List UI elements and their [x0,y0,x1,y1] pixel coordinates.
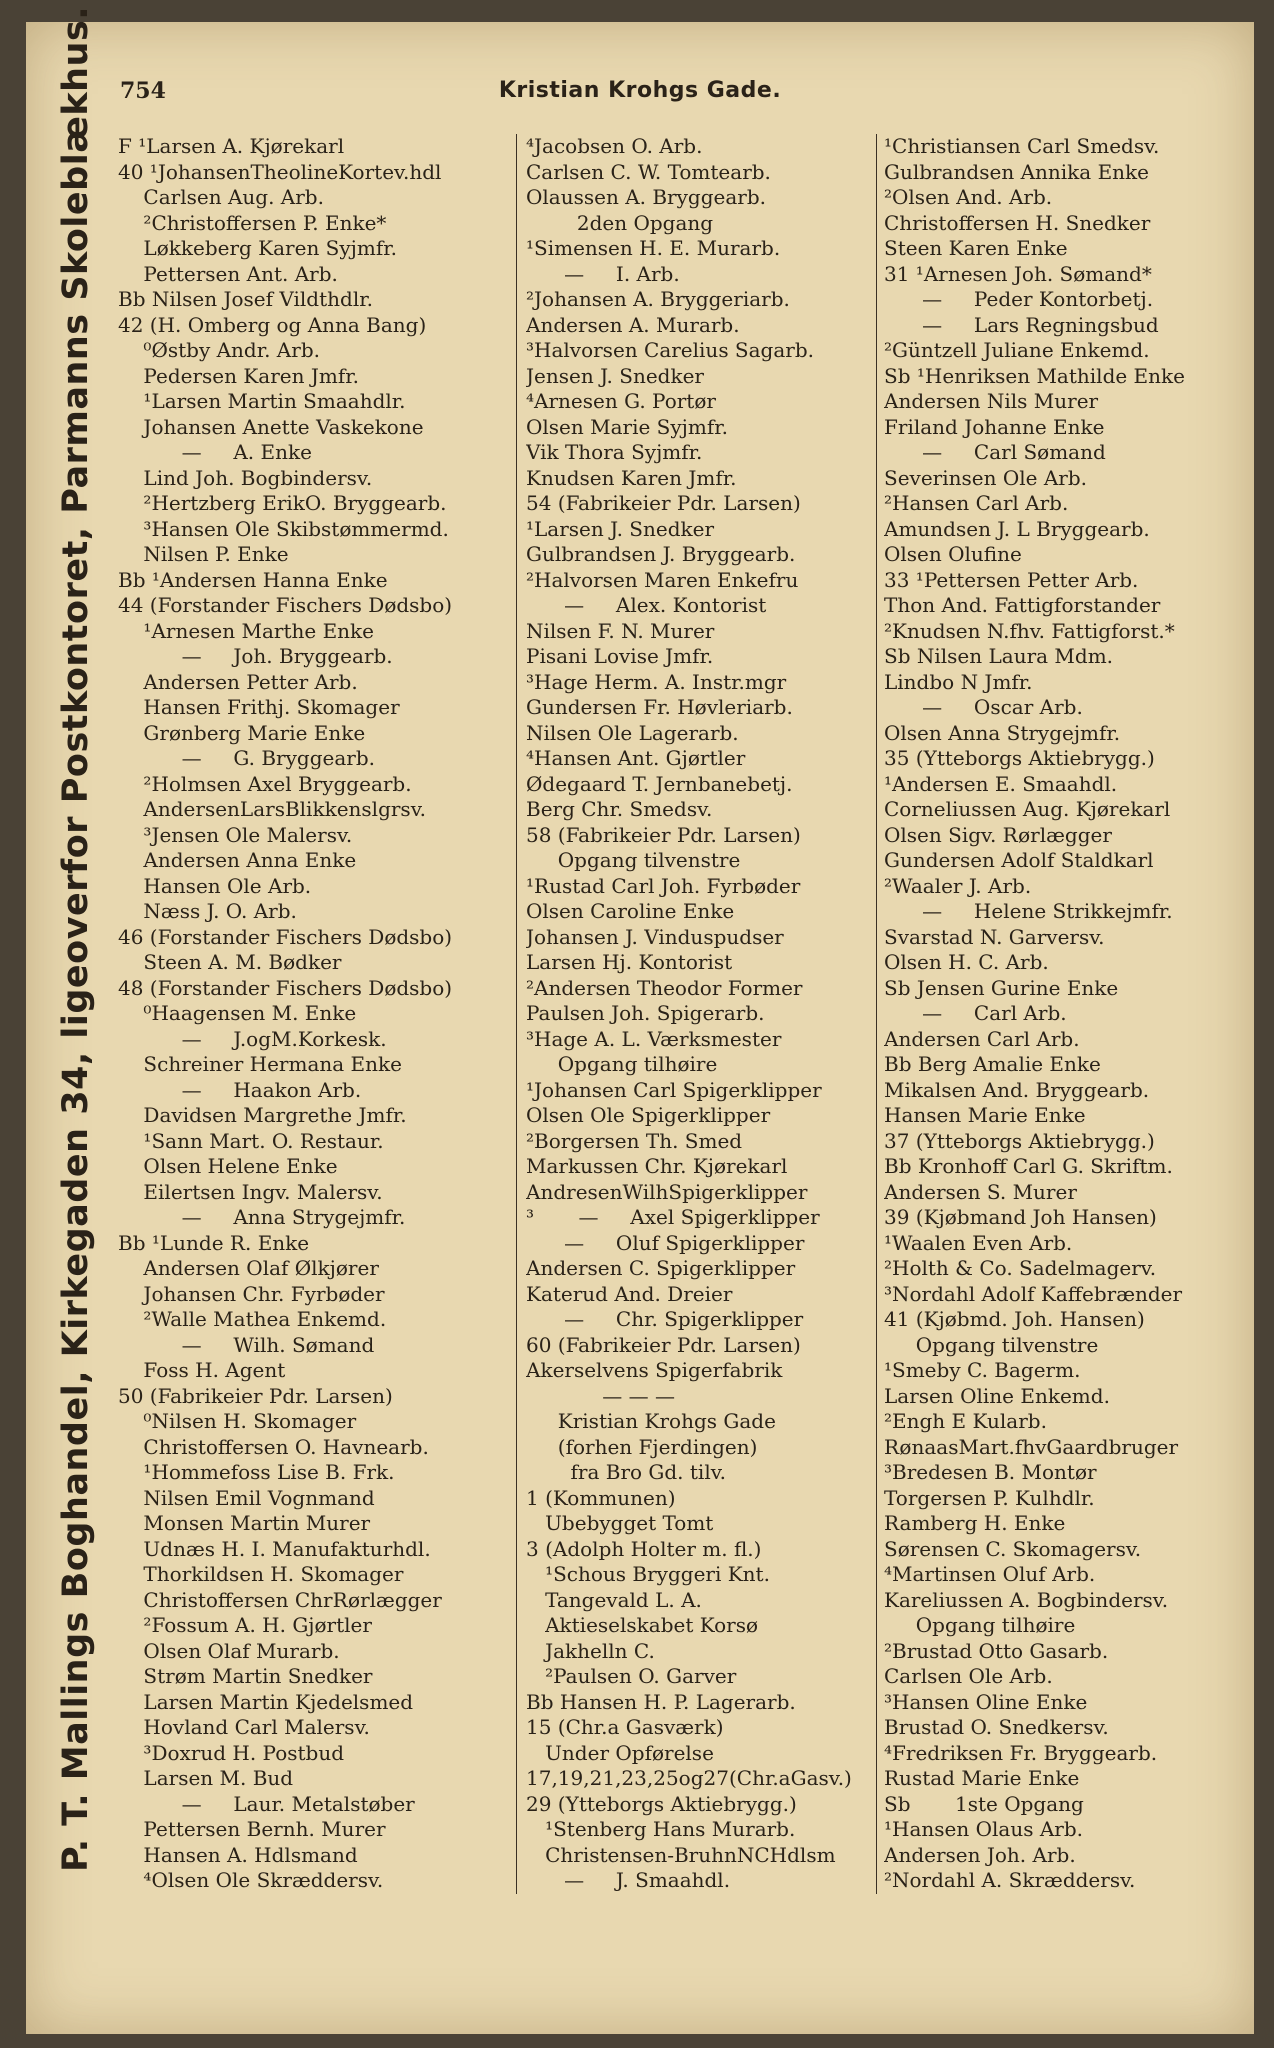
directory-entry: 37 (Ytteborgs Aktiebrygg.) [884,1128,1155,1153]
directory-entry: Næss J. O. Arb. [118,899,297,923]
directory-entry: ¹Andersen E. Smaahdl. [884,771,1118,796]
directory-entry: ²Johansen A. Bryggeriarb. [526,287,790,311]
column-rule [516,134,517,1894]
directory-entry: 58 (Fabrikeier Pdr. Larsen) [526,822,801,847]
directory-entry: 54 (Fabrikeier Pdr. Larsen) [526,491,801,515]
directory-entry: ²Olsen And. Arb. [884,185,1053,209]
directory-entry: Sb Jensen Gurine Enke [884,975,1119,1000]
directory-entry: ²Hertzberg ErikO. Bryggearb. [118,491,447,515]
directory-entry: Corneliussen Aug. Kjørekarl [884,797,1171,821]
directory-entry: Knudsen Karen Jmfr. [526,465,737,490]
directory-entry: Lindbo N Jmfr. [884,669,1033,694]
directory-entry: ²Borgersen Th. Smed [526,1128,743,1153]
directory-entry: Larsen Martin Kjedelsmed [118,1689,414,1714]
directory-entry: Sb 1ste Opgang [884,1791,1084,1816]
directory-entry: Gulbrandsen Annika Enke [884,159,1149,184]
directory-entry: Markussen Chr. Kjørekarl [526,1154,788,1178]
directory-entry: Bb Nilsen Josef Vildthdlr. [118,287,373,311]
directory-entry: Opgang tilvenstre [526,848,741,872]
directory-entry: Hansen Marie Enke [884,1103,1086,1127]
directory-entry: ¹Smeby C. Bagerm. [884,1358,1081,1382]
directory-entry: ⁴Jacobsen O. Arb. [526,134,703,158]
directory-entry: Aktieselskabet Korsø [526,1613,759,1637]
directory-entry: ⁴Hansen Ant. Gjørtler [526,746,746,770]
directory-entry: Hansen Frithj. Skomager [118,695,400,719]
directory-entry: Ramberg H. Enke [884,1511,1066,1535]
directory-entry: Bb Hansen H. P. Lagerarb. [526,1689,796,1714]
directory-entry: — Carl Sømand [884,440,1106,464]
directory-entry: Olsen H. C. Arb. [884,950,1049,974]
directory-entry: Larsen Oline Enkemd. [884,1383,1110,1408]
directory-entry: Andersen Joh. Arb. [884,1842,1076,1867]
directory-entry: — Joh. Bryggearb. [118,644,393,668]
directory-entry: ²Güntzell Juliane Enkemd. [884,338,1150,362]
directory-column-1 [118,134,506,1894]
directory-entry: Olsen Olufine [884,542,1022,566]
directory-entry: Strøm Martin Snedker [118,1664,373,1688]
directory-entry: Bb ¹Andersen Hanna Enke [118,567,388,592]
directory-entry: (forhen Fjerdingen) [526,1434,758,1459]
directory-entry: Nilsen Ole Lagerarb. [526,720,739,745]
directory-entry: Andersen C. Spigerklipper [526,1256,796,1280]
directory-entry: Andersen A. Murarb. [526,312,740,337]
directory-entry: ²Holmsen Axel Bryggearb. [118,771,412,796]
directory-entry: Pisani Lovise Jmfr. [526,644,714,668]
directory-entry: ²Halvorsen Maren Enkefru [526,567,799,592]
directory-entry: Jensen J. Snedker [526,363,704,388]
directory-entry: Christoffersen H. Snedker [884,210,1151,235]
directory-column-3 [884,134,1244,1894]
directory-entry: Paulsen Joh. Spigerarb. [526,1001,765,1025]
directory-entry: 50 (Fabrikeier Pdr. Larsen) [118,1383,393,1408]
directory-entry: Sb ¹Henriksen Mathilde Enke [884,363,1185,388]
directory-entry: ²Paulsen O. Garver [526,1664,737,1688]
directory-entry: ¹Simensen H. E. Murarb. [526,236,781,260]
directory-entry: ¹Arnesen Marthe Enke [118,618,375,643]
directory-entry: Gundersen Fr. Høvleriarb. [526,695,793,719]
directory-entry: Ødegaard T. Jernbanebetj. [526,771,793,796]
directory-entry: — Laur. Metalstøber [118,1791,415,1816]
directory-entry: — Anna Strygejmfr. [118,1205,406,1229]
directory-entry: — I. Arb. [526,261,680,286]
directory-entry: 15 (Chr.a Gasværk) [526,1715,724,1739]
directory-entry: ⁰Nilsen H. Skomager [118,1409,357,1433]
directory-entry: Opgang tilvenstre [884,1332,1099,1357]
directory-entry: Torgersen P. Kulhdlr. [884,1485,1095,1510]
directory-entry: Larsen M. Bud [118,1766,294,1790]
directory-entry: Olsen Marie Syjmfr. [526,414,728,439]
directory-entry: Gundersen Adolf Staldkarl [884,848,1154,872]
directory-entry: Olsen Anna Strygejmfr. [884,720,1121,745]
directory-entry: Steen Karen Enke [884,236,1068,260]
directory-entry: ³ — Axel Spigerklipper [526,1205,820,1229]
directory-entry: Andersen Anna Enke [118,848,357,872]
directory-entry: Hovland Carl Malersv. [118,1715,370,1739]
directory-entry: Opgang tilhøire [884,1613,1076,1637]
directory-entry: ³Doxrud H. Postbud [118,1740,345,1765]
directory-entry: 42 (H. Omberg og Anna Bang) [118,312,427,337]
directory-entry: Schreiner Hermana Enke [118,1052,402,1076]
directory-entry: — A. Enke [118,440,312,464]
directory-entry: ¹Rustad Carl Joh. Fyrbøder [526,873,801,898]
directory-entry: Brustad O. Snedkersv. [884,1715,1109,1739]
directory-entry: Thon And. Fattigforstander [884,593,1161,617]
page-number: 754 [120,78,166,104]
directory-entry: ²Fossum A. H. Gjørtler [118,1613,372,1637]
directory-entry: ²Knudsen N.fhv. Fattigforst.* [884,618,1175,643]
directory-entry: ³Hage A. L. Værksmester [526,1026,782,1051]
directory-entry: Under Opførelse [526,1740,714,1765]
directory-entry: ²Waaler J. Arb. [884,873,1032,898]
directory-entry: ¹Schous Bryggeri Knt. [526,1562,770,1586]
directory-entry: ¹Larsen Martin Smaahdlr. [118,389,406,413]
directory-entry: RønaasMart.fhvGaardbruger [884,1434,1179,1459]
directory-entry: Carlsen Aug. Arb. [118,185,324,209]
directory-entry: — Wilh. Sømand [118,1332,375,1357]
directory-page [26,5,1254,2034]
directory-entry: Løkkeberg Karen Syjmfr. [118,236,397,260]
directory-entry: Sb Nilsen Laura Mdm. [884,644,1114,668]
directory-entry: Pettersen Ant. Arb. [118,261,338,286]
directory-entry: Amundsen J. L Bryggearb. [884,516,1150,541]
directory-entry: Gulbrandsen J. Bryggearb. [526,542,796,566]
directory-entry: Eilertsen Ingv. Malersv. [118,1179,383,1204]
directory-entry: ²Holth & Co. Sadelmagerv. [884,1256,1157,1280]
directory-entry: Christensen-BruhnNCHdlsm [526,1842,836,1867]
directory-entry: 35 (Ytteborgs Aktiebrygg.) [884,746,1155,770]
directory-entry: Pedersen Karen Jmfr. [118,363,359,388]
directory-entry: Friland Johanne Enke [884,414,1105,439]
directory-entry: ¹Waalen Even Arb. [884,1230,1073,1255]
directory-entry: Johansen J. Vinduspudser [526,924,784,949]
directory-entry: Bb Kronhoff Carl G. Skriftm. [884,1154,1173,1178]
directory-entry: — Chr. Spigerklipper [526,1307,804,1331]
directory-entry: fra Bro Gd. tilv. [526,1460,727,1484]
directory-entry: ⁴Arnesen G. Portør [526,389,716,413]
directory-entry: ³Halvorsen Carelius Sagarb. [526,338,815,362]
directory-entry: 41 (Kjøbmd. Joh. Hansen) [884,1307,1145,1331]
running-title: Kristian Krohgs Gade. [498,78,782,103]
directory-entry: Thorkildsen H. Skomager [118,1562,404,1586]
directory-entry: Bb ¹Lunde R. Enke [118,1230,310,1255]
directory-entry: Grønberg Marie Enke [118,720,366,745]
directory-entry: AndresenWilhSpigerklipper [526,1179,808,1204]
directory-entry: Kristian Krohgs Gade [526,1409,776,1433]
directory-entry: Johansen Chr. Fyrbøder [118,1281,385,1306]
directory-entry: 39 (Kjøbmand Joh Hansen) [884,1205,1157,1229]
directory-entry: Hansen A. Hdlsmand [118,1842,358,1867]
directory-entry: Andersen Petter Arb. [118,669,358,694]
directory-entry: ²Nordahl A. Skræddersv. [884,1868,1136,1892]
directory-entry: Jakhelln C. [526,1638,655,1663]
directory-entry: Olaussen A. Bryggearb. [526,185,766,209]
directory-entry: Rustad Marie Enke [884,1766,1080,1790]
directory-entry: Kareliussen A. Bogbindersv. [884,1587,1169,1612]
directory-entry: Bb Berg Amalie Enke [884,1052,1101,1076]
directory-entry: Katerud And. Dreier [526,1281,733,1306]
directory-entry: Johansen Anette Vaskekone [118,414,424,439]
directory-entry: — Haakon Arb. [118,1077,362,1102]
directory-entry: — Peder Kontorbetj. [884,287,1154,311]
directory-entry: 29 (Ytteborgs Aktiebrygg.) [526,1791,797,1816]
column-rule [876,134,877,1894]
directory-entry: — J. Smaahdl. [526,1868,731,1892]
directory-entry: ⁰Haagensen M. Enke [118,1001,357,1025]
directory-entry: Hansen Ole Arb. [118,873,312,898]
directory-entry: ²Christoffersen P. Enke* [118,210,387,235]
directory-entry: Vik Thora Syjmfr. [526,440,703,464]
directory-entry: — Helene Strikkejmfr. [884,899,1173,923]
directory-entry: ⁴Fredriksen Fr. Bryggearb. [884,1740,1158,1765]
directory-entry: — Carl Arb. [884,1001,1067,1025]
directory-entry: — J.ogM.Korkesk. [118,1026,387,1051]
directory-entry: Olsen Caroline Enke [526,899,735,923]
directory-entry: — Oluf Spigerklipper [526,1230,805,1255]
directory-entry: ¹Johansen Carl Spigerklipper [526,1077,822,1102]
directory-entry: ²Engh E Kularb. [884,1409,1047,1433]
directory-entry: Davidsen Margrethe Jmfr. [118,1103,407,1127]
directory-entry: ³Jensen Ole Malersv. [118,822,353,847]
directory-entry: ³Bredesen B. Montør [884,1460,1097,1484]
directory-entry: Udnæs H. I. Manufakturhdl. [118,1536,431,1561]
directory-entry: Olsen Olaf Murarb. [118,1638,340,1663]
directory-entry: Akerselvens Spigerfabrik [526,1358,783,1382]
directory-entry: ²Hansen Carl Arb. [884,491,1069,515]
directory-entry: Steen A. M. Bødker [118,950,342,974]
side-advertisement: P. T. Mallings Boghandel, Kirkegaden 34, ligeoverfor Postkontoret, Parmanns Skoleblækhus. [56,5,96,1872]
directory-entry: Berg Chr. Smedsv. [526,797,713,821]
directory-entry: Severinsen Ole Arb. [884,465,1087,490]
directory-entry: ¹Christiansen Carl Smedsv. [884,134,1160,158]
directory-entry: Larsen Hj. Kontorist [526,950,733,974]
directory-entry: — Lars Regningsbud [884,312,1159,337]
directory-entry: Olsen Sigv. Rørlægger [884,822,1112,847]
directory-entry: Pettersen Bernh. Murer [118,1817,386,1841]
directory-entry: Carlsen Ole Arb. [884,1664,1053,1688]
directory-entry: Tangevald L. A. [526,1587,702,1612]
directory-entry: — — — [526,1383,676,1408]
directory-entry: 3 (Adolph Holter m. fl.) [526,1536,762,1561]
directory-entry: Andersen Carl Arb. [884,1026,1080,1051]
directory-entry: — Alex. Kontorist [526,593,767,617]
directory-entry: Olsen Helene Enke [118,1154,338,1178]
directory-entry: 31 ¹Arnesen Joh. Sømand* [884,261,1152,286]
directory-entry: ¹Hommefoss Lise B. Frk. [118,1460,395,1484]
directory-entry: 17,19,21,23,25og27(Chr.aGasv.) [526,1766,852,1790]
directory-entry: ³Nordahl Adolf Kaffebrænder [884,1281,1183,1306]
directory-entry: Christoffersen ChrRørlægger [118,1587,442,1612]
directory-entry: Foss H. Agent [118,1358,286,1382]
directory-entry: Nilsen F. N. Murer [526,618,715,643]
directory-entry: — Oscar Arb. [884,695,1083,719]
directory-entry: Christoffersen O. Havnearb. [118,1434,429,1459]
directory-entry: Sørensen C. Skomagersv. [884,1536,1142,1561]
directory-entry: 48 (Forstander Fischers Dødsbo) [118,975,453,1000]
directory-entry: Nilsen P. Enke [118,542,289,566]
directory-entry: ²Walle Mathea Enkemd. [118,1307,387,1331]
directory-entry: 1 (Kommunen) [526,1485,676,1510]
directory-entry: Andersen S. Murer [884,1179,1077,1204]
directory-entry: 44 (Forstander Fischers Dødsbo) [118,593,453,617]
directory-entry: ²Andersen Theodor Former [526,975,803,1000]
directory-entry: ⁴Martinsen Oluf Arb. [884,1562,1096,1586]
directory-entry: Ubebygget Tomt [526,1511,714,1535]
directory-entry: Mikalsen And. Bryggearb. [884,1077,1150,1102]
directory-entry: Nilsen Emil Vognmand [118,1485,375,1510]
directory-entry: ³Hansen Ole Skibstømmermd. [118,516,449,541]
directory-entry: ³Hansen Oline Enke [884,1689,1088,1714]
directory-entry: ¹Sann Mart. O. Restaur. [118,1128,384,1153]
directory-entry: 2den Opgang [526,210,714,235]
directory-entry: — G. Bryggearb. [118,746,375,770]
directory-entry: ²Brustad Otto Gasarb. [884,1638,1109,1663]
directory-entry: ¹Stenberg Hans Murarb. [526,1817,796,1841]
directory-entry: ³Hage Herm. A. Instr.mgr [526,669,787,694]
directory-entry: ⁴Olsen Ole Skræddersv. [118,1868,384,1892]
directory-entry: Monsen Martin Murer [118,1511,371,1535]
directory-column-2 [526,134,874,1894]
directory-entry: Olsen Ole Spigerklipper [526,1103,771,1127]
page-header [26,78,1254,118]
directory-entry: Svarstad N. Garversv. [884,924,1105,949]
directory-entry: ⁰Østby Andr. Arb. [118,338,320,362]
directory-entry: AndersenLarsBlikkenslgrsv. [118,797,426,821]
directory-entry: ¹Hansen Olaus Arb. [884,1817,1083,1841]
directory-entry: Opgang tilhøire [526,1052,718,1076]
directory-entry: Ϝ ¹Larsen A. Kjørekarl [118,134,345,158]
directory-entry: Andersen Olaf Ølkjører [118,1256,379,1280]
directory-entry: Lind Joh. Bogbindersv. [118,465,373,490]
directory-entry: 40 ¹JohansenTheolineKortev.hdl [118,159,442,184]
directory-entry: ¹Larsen J. Snedker [526,516,715,541]
directory-entry: 33 ¹Pettersen Petter Arb. [884,567,1139,592]
directory-entry: Carlsen C. W. Tomtearb. [526,159,771,184]
directory-entry: Andersen Nils Murer [884,389,1099,413]
directory-entry: 46 (Forstander Fischers Dødsbo) [118,924,453,949]
directory-entry: 60 (Fabrikeier Pdr. Larsen) [526,1332,801,1357]
